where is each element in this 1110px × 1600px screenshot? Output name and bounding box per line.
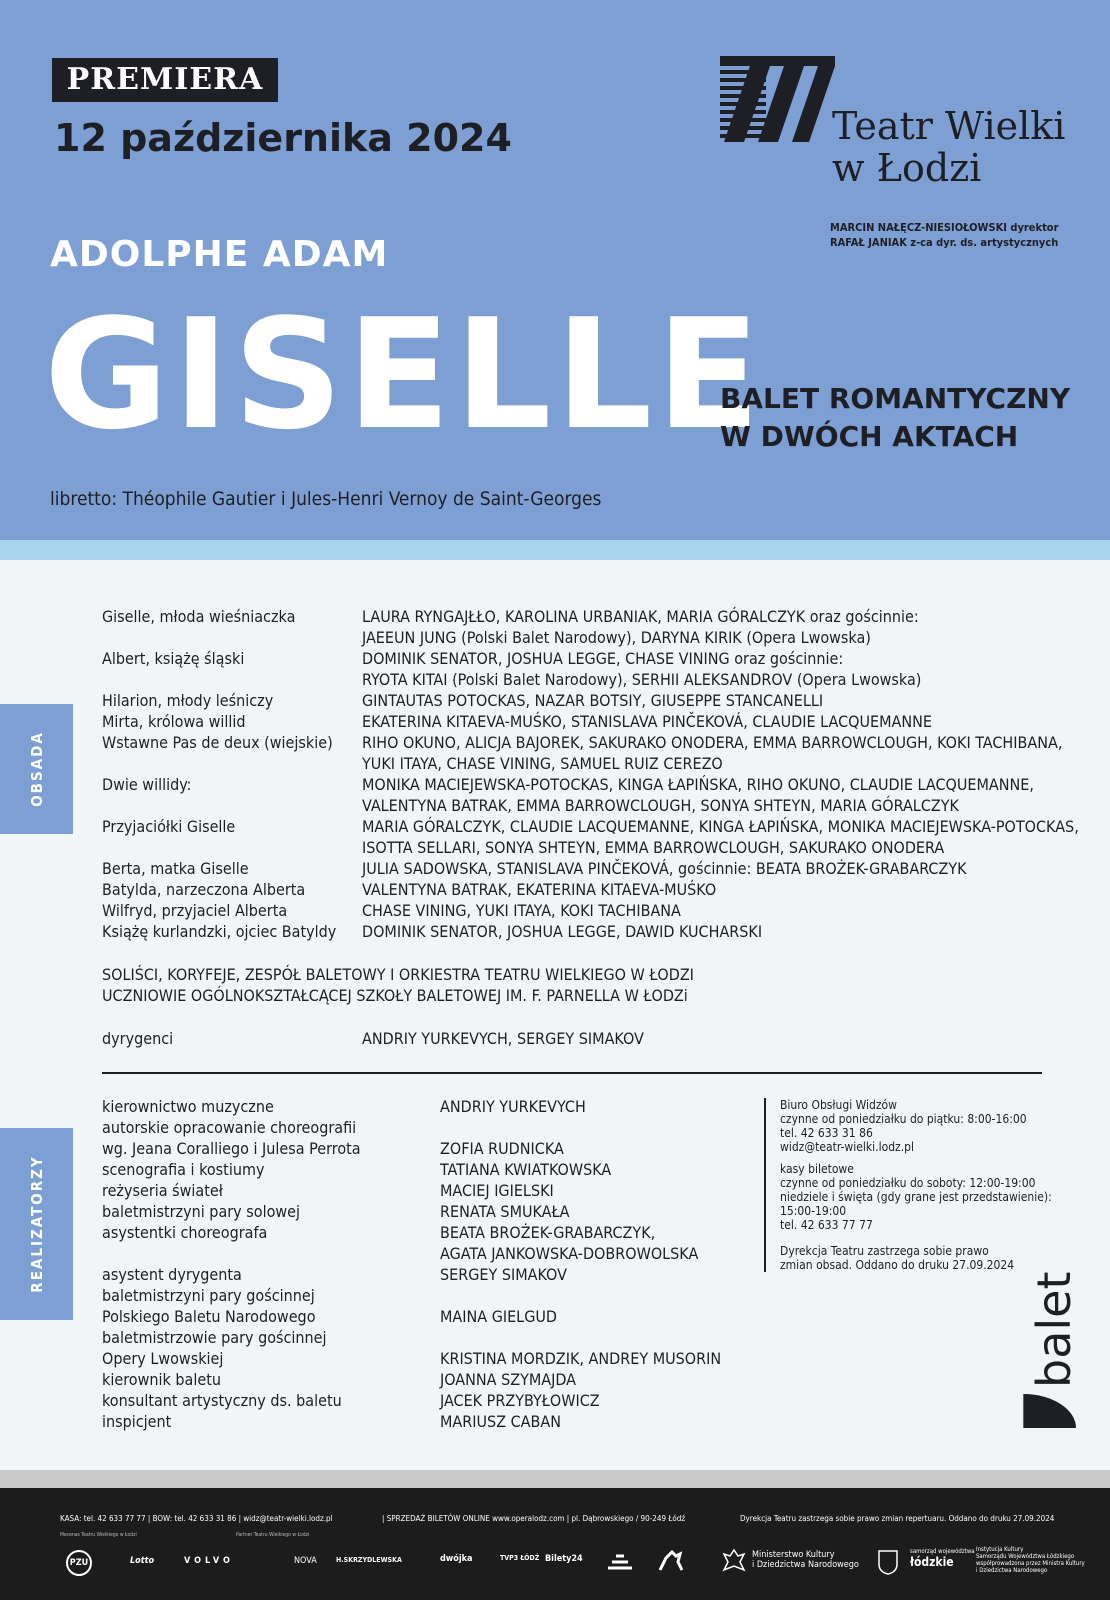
creator-name-line: [440, 1285, 722, 1306]
theatre-logo: [720, 56, 1066, 190]
creator-name-line: BEATA BROŻEK-GRABARCZYK,: [440, 1223, 656, 1242]
creator-names: [440, 1285, 722, 1327]
creator-role-line: scenografia i kostiumy: [102, 1160, 265, 1179]
creator-row: [102, 1390, 722, 1411]
creator-role-line: baletmistrzowie pary gościnnej: [102, 1328, 327, 1347]
institution-line: i Dziedzictwa Narodowego: [976, 1567, 1048, 1574]
creator-role-line: asystentki choreografa: [102, 1223, 268, 1242]
region-caption: samorząd województwa: [910, 1548, 975, 1555]
creator-name-line: SERGEY SIMAKOV: [440, 1265, 567, 1284]
creators-tab-label: REALIZATORZY: [27, 1155, 46, 1293]
creator-role-line: baletmistrzyni pary gościnnej: [102, 1286, 315, 1305]
cast-row: [102, 879, 1092, 900]
page-title: GISELLE: [44, 286, 765, 463]
creator-names: [440, 1180, 722, 1201]
box-office-title: kasy biletowe: [780, 1162, 854, 1176]
creator-role-line: konsultant artystyczny ds. baletu: [102, 1391, 342, 1410]
creator-name-line: TATIANA KWIATKOWSKA: [440, 1160, 612, 1179]
cast-names-line: EKATERINA KITAEVA-MUŚKO, STANISLAVA PINČEKOVÁ, CLAUDIE LACQUEMANNE: [362, 712, 932, 731]
deputy-director: RAFAŁ JANIAK z-ca dyr. ds. artystycznych: [830, 236, 1059, 249]
creator-names: [440, 1159, 722, 1180]
box-office-hours: 15:00-19:00: [780, 1204, 847, 1218]
office-title: Biuro Obsługi Widzów: [780, 1098, 897, 1112]
composer: ADOLPHE ADAM: [50, 234, 389, 275]
creator-name-line: [440, 1117, 722, 1138]
institution-note: [976, 1546, 1085, 1574]
creator-role: [102, 1390, 440, 1411]
eagle-emblem-icon: [722, 1548, 746, 1576]
cast-names-line: CHASE VINING, YUKI ITAYA, KOKI TACHIBANA: [362, 901, 681, 920]
cast-names: [362, 858, 1092, 879]
cast-names: [362, 900, 1092, 921]
dwojka-logo: dwójka: [440, 1554, 473, 1564]
sponsor-caption: Mecenas Teatru Wielkiego w Łodzi: [60, 1532, 137, 1538]
footer: [0, 1488, 1110, 1600]
theatre-logo-icon: [720, 56, 840, 142]
creator-name-line: KRISTINA MORDZIK, ANDREY MUSORIN: [440, 1349, 722, 1368]
volvo-logo: VOLVO: [184, 1556, 234, 1566]
cast-role: Książę kurlandzki, ojciec Batyldy: [102, 922, 337, 941]
conductors-names: ANDRIY YURKEVYCH, SERGEY SIMAKOV: [362, 1029, 644, 1048]
cast-role: Giselle, młoda wieśniaczka: [102, 607, 296, 626]
creator-name-line: JACEK PRZYBYŁOWICZ: [440, 1391, 600, 1410]
creator-name-line: RENATA SMUKAŁA: [440, 1202, 570, 1221]
cast-role: Wstawne Pas de deux (wiejskie): [102, 733, 333, 752]
cast-names: [362, 732, 1092, 774]
box-office-hours: niedziele i święta (gdy grane jest przedstawienie):: [780, 1190, 1052, 1204]
creator-role: [102, 1096, 440, 1117]
theatre-name: Teatr Wielki: [832, 104, 1066, 148]
tvp3-logo: TVP3 ŁÓDŹ: [500, 1554, 540, 1562]
creator-row: [102, 1117, 722, 1159]
cast-row: [102, 921, 1092, 942]
skrzydlewska-logo: H.SKRZYDLEWSKA: [336, 1556, 402, 1564]
pzu-logo: PZU: [66, 1550, 92, 1576]
libretto: libretto: Théophile Gautier i Jules-Henri Vernoy de Saint-Georges: [50, 488, 602, 510]
footer-online: | SPRZEDAŻ BILETÓW ONLINE www.operalodz.com | pl. Dąbrowskiego / 90-249 Łódź: [382, 1514, 686, 1523]
half-circle-icon: [1023, 1394, 1076, 1428]
horse-logo-icon: [656, 1548, 684, 1574]
creator-role-line: baletmistrzyni pary solowej: [102, 1202, 301, 1221]
ministry-line: i Dziedzictwa Narodowego: [752, 1560, 859, 1570]
premiere-date: 12 października 2024: [54, 116, 512, 160]
creator-names: [440, 1369, 722, 1390]
creator-name-line: ZOFIA RUDNICKA: [440, 1139, 564, 1158]
premiere-label: PREMIERA: [52, 58, 278, 102]
creator-row: [102, 1411, 722, 1432]
cast-names: [362, 774, 1092, 816]
creator-names: [440, 1264, 722, 1285]
cast-role: Albert, książę śląski: [102, 649, 245, 668]
footer-disclaimer: Dyrekcja Teatru zastrzega sobie prawo zmian repertuaru. Oddano do druku 27.09.2024: [740, 1514, 1055, 1523]
cast-list: [102, 606, 1092, 942]
cast-names: [362, 690, 1092, 711]
creator-name-line: MAINA GIELGUD: [440, 1307, 557, 1326]
institution-line: współprowadzona przez Ministra Kultury: [976, 1560, 1085, 1567]
creator-role: [102, 1201, 440, 1222]
creator-name-line: JOANNA SZYMAJDA: [440, 1370, 577, 1389]
cast-row: [102, 732, 1092, 774]
header-stripe: [0, 540, 1110, 560]
region-emblem-icon: [876, 1548, 900, 1576]
cast-names-line: MARIA GÓRALCZYK, CLAUDIE LACQUEMANNE, KINGA ŁAPIŃSKA, MONIKA MACIEJEWSKA-POTOCKAS,: [362, 817, 1079, 836]
office-hours: czynne od poniedziałku do piątku: 8:00-16:00: [780, 1112, 1027, 1126]
creator-row: [102, 1285, 722, 1327]
creator-row: [102, 1201, 722, 1222]
creator-role: [102, 1285, 440, 1327]
cast-role: Mirta, królowa willid: [102, 712, 246, 731]
creator-role-line: Polskiego Baletu Narodowego: [102, 1307, 316, 1326]
creator-names: [440, 1201, 722, 1222]
cast-role: Batylda, narzeczona Alberta: [102, 880, 306, 899]
institution-line: Samorządu Województwa Łódzkiego: [976, 1553, 1075, 1560]
creator-row: [102, 1369, 722, 1390]
partner-caption: Partner Teatru Wielkiego w Łodzi: [236, 1532, 310, 1538]
cast-names-line: VALENTYNA BATRAK, EMMA BARROWCLOUGH, SONYA SHTEYN, MARIA GÓRALCZYK: [362, 796, 959, 815]
cast-row: [102, 774, 1092, 816]
cast-names-line: ISOTTA SELLARI, SONYA SHTEYN, EMMA BARROWCLOUGH, SAKURAKO ONODERA: [362, 838, 945, 857]
ensemble: [102, 964, 694, 1006]
creators-tab: [0, 1128, 73, 1320]
cast-row: [102, 690, 1092, 711]
cast-row: [102, 606, 1092, 648]
cast-role: Wilfryd, przyjaciel Alberta: [102, 901, 288, 920]
cast-change-note: Dyrekcja Teatru zastrzega sobie prawo: [780, 1244, 989, 1258]
cast-names-line: GINTAUTAS POTOCKAS, NAZAR BOTSIY, GIUSEPPE STANCANELLI: [362, 691, 824, 710]
cast-names-line: YUKI ITAYA, CHASE VINING, SAMUEL RUIZ CEREZO: [362, 754, 723, 773]
region-name: łódzkie: [910, 1555, 954, 1569]
balet-logo: [1018, 1270, 1090, 1430]
creator-name-line: MACIEJ IGIELSKI: [440, 1181, 554, 1200]
cast-names-line: JAEEUN JUNG (Polski Balet Narodowy), DARYNA KIRIK (Opera Lwowska): [362, 628, 871, 647]
cast-role: Berta, matka Giselle: [102, 859, 249, 878]
cast-names-line: VALENTYNA BATRAK, EKATERINA KITAEVA-MUŚKO: [362, 880, 717, 899]
cast-tab-label: OBSADA: [27, 731, 46, 807]
cast-names: [362, 921, 1092, 942]
footer-divider: [0, 1470, 1110, 1488]
ensemble-line: UCZNIOWIE OGÓLNOKSZTAŁCĄCEJ SZKOŁY BALETOWEJ IM. F. PARNELLA W ŁODZi: [102, 986, 688, 1005]
creator-role-line: Opery Lwowskiej: [102, 1349, 224, 1368]
cast-names-line: DOMINIK SENATOR, JOSHUA LEGGE, DAWID KUCHARSKI: [362, 922, 763, 941]
box-office-hours: czynne od poniedziałku do soboty: 12:00-19:00: [780, 1176, 1036, 1190]
creator-row: [102, 1222, 722, 1264]
cast-row: [102, 711, 1092, 732]
nova-logo: NOVA: [294, 1556, 317, 1566]
creator-role: [102, 1327, 440, 1369]
creator-role: [102, 1411, 440, 1432]
cast-names-line: DOMINIK SENATOR, JOSHUA LEGGE, CHASE VINING oraz gościnnie:: [362, 649, 844, 668]
creator-row: [102, 1264, 722, 1285]
cast-tab: [0, 704, 73, 834]
cast-row: [102, 816, 1092, 858]
lotto-logo: Lotto: [130, 1556, 155, 1566]
creator-role-line: wg. Jeana Coralliego i Julesa Perrota: [102, 1139, 361, 1158]
creator-names: [440, 1390, 722, 1411]
creator-role-line: asystent dyrygenta: [102, 1265, 242, 1284]
creator-row: [102, 1180, 722, 1201]
cast-names: [362, 879, 1092, 900]
cast-names-line: LAURA RYNGAJŁŁO, KAROLINA URBANIAK, MARIA GÓRALCZYK oraz gościnnie:: [362, 607, 919, 626]
cast-role: Przyjaciółki Giselle: [102, 817, 236, 836]
subtitle-line: W DWÓCH AKTACH: [720, 420, 1019, 453]
creator-name-line: ANDRIY YURKEVYCH: [440, 1097, 586, 1116]
creator-row: [102, 1327, 722, 1369]
creator-role-line: autorskie opracowanie choreografii: [102, 1118, 357, 1137]
cast-names: [362, 816, 1092, 858]
cast-names: [362, 648, 1092, 690]
divider: [102, 1072, 1042, 1074]
ministry-name: [752, 1550, 859, 1570]
cast-names-line: JULIA SADOWSKA, STANISLAVA PINČEKOVÁ, gościnnie: BEATA BROŻEK-GRABARCZYK: [362, 859, 967, 878]
cast-names-line: RIHO OKUNO, ALICJA BAJOREK, SAKURAKO ONODERA, EMMA BARROWCLOUGH, KOKI TACHIBANA,: [362, 733, 1063, 752]
bilety24-logo: Bilety24: [545, 1554, 583, 1564]
creator-names: [440, 1117, 722, 1159]
cast-row: [102, 648, 1092, 690]
creator-names: [440, 1222, 722, 1264]
cast-names-line: MONIKA MACIEJEWSKA-POTOCKAS, KINGA ŁAPIŃSKA, RIHO OKUNO, CLAUDIE LACQUEMANNE,: [362, 775, 1034, 794]
creator-name-line: [440, 1327, 722, 1348]
cast-names: [362, 711, 1092, 732]
audience-info: [764, 1098, 1064, 1272]
cast-change-note: zmian obsad. Oddano do druku 27.09.2024: [780, 1258, 1015, 1272]
cast-row: [102, 858, 1092, 879]
creator-role-line: inspicjent: [102, 1412, 172, 1431]
subtitle-line: BALET ROMANTYCZNY: [720, 382, 1071, 415]
creator-name-line: MARIUSZ CABAN: [440, 1412, 561, 1431]
creator-names: [440, 1096, 722, 1117]
creator-row: [102, 1159, 722, 1180]
creator-names: [440, 1411, 722, 1432]
region-logo: [910, 1548, 975, 1569]
conductors-label: dyrygenci: [102, 1029, 174, 1048]
creator-row: [102, 1096, 722, 1117]
cast-names: [362, 606, 1092, 648]
cast-role: Hilarion, młody leśniczy: [102, 691, 274, 710]
office-email: widz@teatr-wielki.lodz.pl: [780, 1140, 914, 1154]
cast-role: Dwie willidy:: [102, 775, 192, 794]
office-phone: tel. 42 633 31 86: [780, 1126, 873, 1140]
creator-role: [102, 1264, 440, 1285]
institution-line: Instytucja Kultury: [976, 1546, 1024, 1553]
creators-list: [102, 1096, 722, 1432]
creator-role-line: [102, 1243, 440, 1264]
creator-role: [102, 1222, 440, 1264]
ministry-line: Ministerstwo Kultury: [752, 1550, 835, 1560]
creator-role: [102, 1180, 440, 1201]
sponsor-logo-icon: [606, 1550, 634, 1570]
director: MARCIN NAŁĘCZ-NIESIOŁOWSKI dyrektor: [830, 221, 1059, 234]
balet-label: balet: [1027, 1271, 1081, 1388]
creator-role-line: reżyseria świateł: [102, 1181, 223, 1200]
footer-contact: KASA: tel. 42 633 77 77 | BOW: tel. 42 633 31 86 | widz@teatr-wielki.lodz.pl: [60, 1514, 333, 1523]
cast-names-line: RYOTA KITAI (Polski Balet Narodowy), SERHII ALEKSANDROV (Opera Lwowska): [362, 670, 922, 689]
subtitle: [720, 380, 1070, 456]
ensemble-line: SOLIŚCI, KORYFEJE, ZESPÓŁ BALETOWY I ORKIESTRA TEATRU WIELKIEGO W ŁODZI: [102, 965, 694, 984]
theatre-city: w Łodzi: [832, 146, 982, 190]
cast-row: [102, 900, 1092, 921]
creator-role: [102, 1159, 440, 1180]
creator-role: [102, 1369, 440, 1390]
conductors: [102, 1028, 644, 1049]
box-office-phone: tel. 42 633 77 77: [780, 1218, 873, 1232]
creator-role-line: kierownictwo muzyczne: [102, 1097, 274, 1116]
creator-name-line: AGATA JANKOWSKA-DOBROWOLSKA: [440, 1244, 699, 1263]
creator-role-line: kierownik baletu: [102, 1370, 221, 1389]
creator-role: [102, 1117, 440, 1159]
creator-names: [440, 1327, 722, 1369]
